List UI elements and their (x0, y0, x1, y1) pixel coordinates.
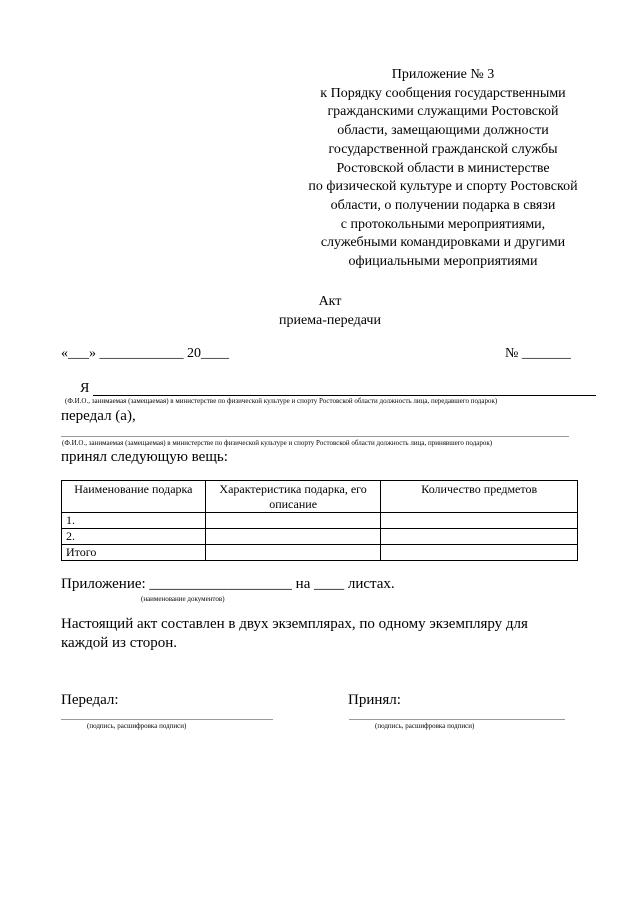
date-field: «___» ____________ 20____ (61, 346, 229, 361)
passed-text: передал (а), (61, 408, 136, 424)
appendix-line: официальными мероприятиями (348, 254, 538, 270)
column-header-name: Наименование подарка (62, 481, 206, 513)
table-row (62, 545, 578, 561)
appendix-line: области, о получении подарка в связи (330, 197, 556, 213)
appendix-line: гражданскими служащими Ростовской (327, 104, 559, 120)
attachment-line: Приложение: ___________________ на ____ листах. (61, 576, 395, 592)
appendix-line: Ростовской области в министерстве (336, 160, 550, 176)
giver-fill-line (93, 395, 596, 396)
appendix-line: к Порядку сообщения государственными (320, 85, 566, 101)
table-cell: Итого (62, 545, 206, 561)
table-cell: 2. (62, 529, 206, 545)
document-subtitle: приема-передачи (279, 313, 381, 328)
table-cell (205, 529, 381, 545)
column-header-quantity: Количество предметов (381, 481, 578, 513)
receiver-caption: (Ф.И.О., занимаемая (замещаемая) в министерстве по физической культуре и спорту Ростовской области должность лица, принявшего подарок) (62, 439, 493, 447)
appendix-line: по физической культуре и спорту Ростовской (308, 179, 578, 195)
giver-prefix: Я (80, 381, 90, 396)
appendix-header (282, 66, 604, 272)
appendix-line: с протокольными мероприятиями, (340, 216, 546, 232)
table-cell (205, 513, 381, 529)
accepted-signature-caption: (подпись, расшифровка подписи) (375, 722, 475, 730)
table-cell (205, 545, 381, 561)
table-cell (381, 513, 578, 529)
table-row (62, 513, 578, 529)
gift-table (61, 480, 578, 561)
table-cell (381, 529, 578, 545)
appendix-line: государственной гражданской службы (328, 141, 558, 157)
document-title: Акт (318, 294, 342, 309)
column-header-description: Характеристика подарка, его описание (205, 481, 381, 513)
statement-line: каждой из сторон. (61, 635, 177, 651)
accepted-signature-label: Принял: (348, 692, 401, 708)
table-cell (381, 545, 578, 561)
appendix-line: Приложение № 3 (391, 67, 495, 82)
appendix-line: служебными командировками и другими (320, 235, 566, 251)
giver-caption: (Ф.И.О., занимаемая (замещаемая) в министерстве по физической культуре и спорту Ростовской области должность лица, передавшего подарок) (65, 397, 498, 405)
passed-signature-label: Передал: (61, 692, 119, 708)
receiver-fill-line (61, 436, 569, 437)
attachment-caption: (наименование документов) (141, 595, 225, 603)
accepted-signature-line (349, 719, 565, 720)
act-number-field: № _______ (505, 346, 571, 361)
table-header-row (62, 481, 578, 513)
appendix-line: области, замещающими должности (337, 123, 549, 139)
table-cell: 1. (62, 513, 206, 529)
table-row (62, 529, 578, 545)
passed-signature-line (61, 719, 273, 720)
statement-line: Настоящий акт составлен в двух экземплярах, по одному экземпляру для (61, 616, 528, 632)
passed-signature-caption: (подпись, расшифровка подписи) (87, 722, 187, 730)
accepted-text: принял следующую вещь: (61, 449, 228, 465)
